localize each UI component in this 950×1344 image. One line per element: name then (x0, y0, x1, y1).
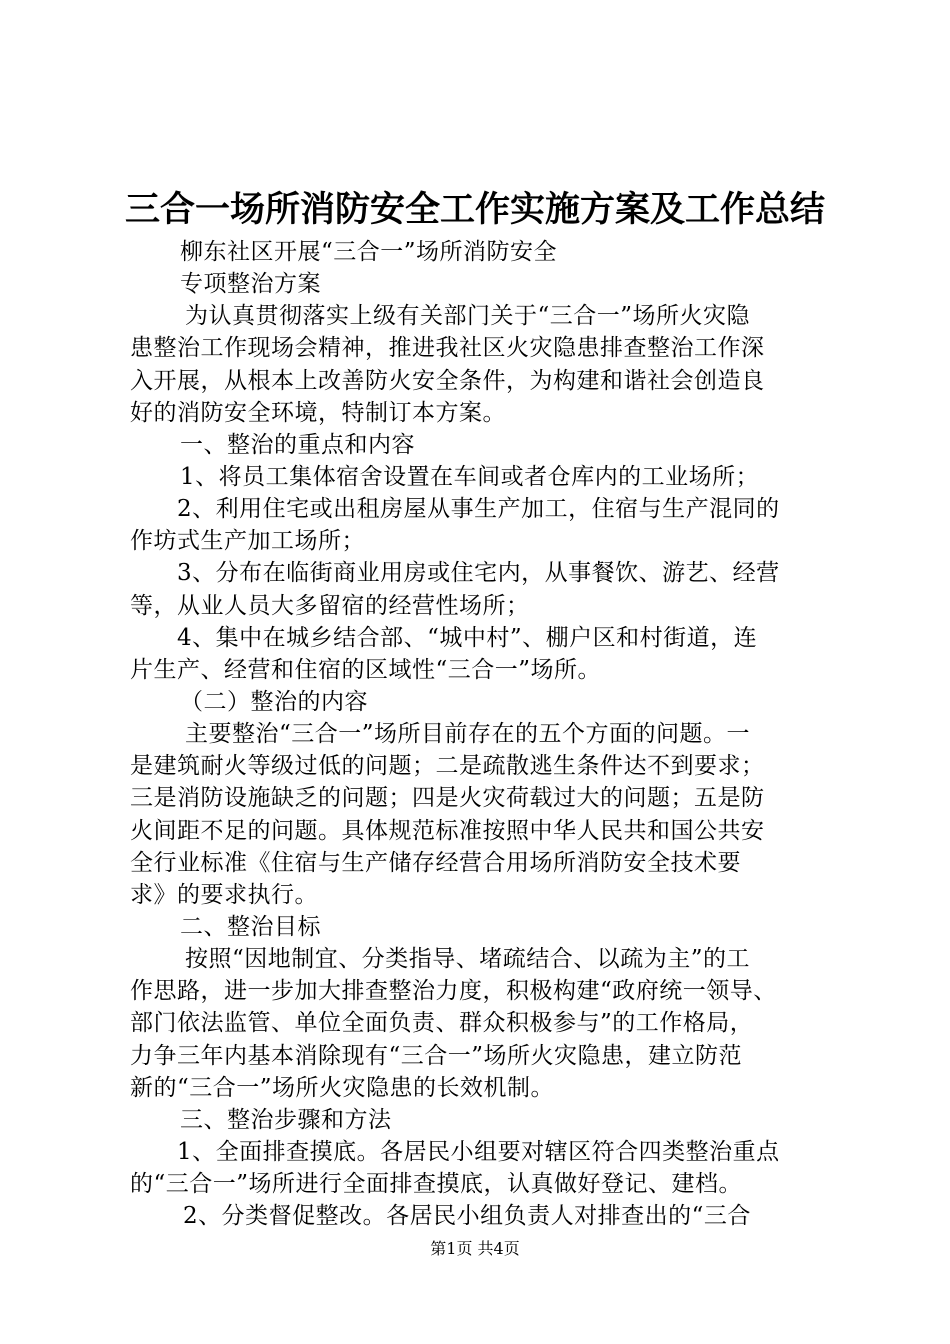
body-line: 火间距不足的问题。具体规范标准按照中华人民共和国公共安 (130, 817, 765, 844)
document-body (130, 236, 835, 1232)
body-line: 等，从业人员大多留宿的经营性场所； (130, 592, 530, 619)
body-line: 1、将员工集体宿舍设置在车间或者仓库内的工业场所； (180, 463, 760, 490)
page-number-footer: 第1页 共4页 (430, 1239, 520, 1258)
body-line: 主要整治“三合一”场所目前存在的五个方面的问题。一 (185, 721, 751, 748)
body-line: 患整治工作现场会精神，推进我社区火灾隐患排查整治工作深 (130, 335, 765, 362)
body-line: 部门依法监管、单位全面负责、群众积极参与”的工作格局， (130, 1010, 754, 1037)
body-line: 新的“三合一”场所火灾隐患的长效机制。 (130, 1074, 555, 1101)
document-title: 三合一场所消防安全工作实施方案及工作总结 (124, 189, 825, 230)
body-line: 片生产、经营和住宿的区域性“三合一”场所。 (130, 656, 602, 683)
body-line: 的“三合一”场所进行全面排查摸底，认真做好登记、建档。 (130, 1171, 743, 1198)
body-line: 好的消防安全环境，特制订本方案。 (130, 399, 506, 426)
body-line: 4、集中在城乡结合部、“城中村”、棚户区和村街道，连 (177, 624, 758, 651)
body-line: 按照“因地制宜、分类指导、堵疏结合、以疏为主”的工 (185, 946, 751, 973)
body-line: 三是消防设施缺乏的问题；四是火灾荷载过大的问题；五是防 (130, 785, 765, 812)
body-line: 力争三年内基本消除现有“三合一”场所火灾隐患，建立防范 (130, 1042, 743, 1069)
body-line: 作坊式生产加工场所； (130, 528, 365, 555)
body-line: 入开展，从根本上改善防火安全条件，为构建和谐社会创造良 (130, 367, 765, 394)
body-line: 一、整治的重点和内容 (180, 431, 415, 458)
body-line: 二、整治目标 (180, 913, 321, 940)
body-line: 作思路，进一步加大排查整治力度，积极构建“政府统一领导、 (130, 978, 777, 1005)
body-line: 是建筑耐火等级过低的问题；二是疏散逃生条件达不到要求； (130, 753, 765, 780)
body-line: 全行业标准《住宿与生产储存经营合用场所消防安全技术要 (130, 849, 741, 876)
body-line: 三、整治步骤和方法 (180, 1106, 392, 1133)
body-line: 柳东社区开展“三合一”场所消防安全 (180, 239, 558, 265)
body-line: 为认真贯彻落实上级有关部门关于“三合一”场所火灾隐 (185, 303, 751, 330)
body-line: 1、全面排查摸底。各居民小组要对辖区符合四类整治重点 (177, 1138, 780, 1165)
body-line: 2、分类督促整改。各居民小组负责人对排查出的“三合 (183, 1203, 751, 1230)
body-line: 专项整治方案 (180, 271, 321, 298)
body-line: 求》的要求执行。 (130, 881, 318, 908)
body-line: （二）整治的内容 (180, 688, 368, 715)
body-line: 3、分布在临街商业用房或住宅内，从事餐饮、游艺、经营 (177, 560, 780, 587)
body-line: 2、利用住宅或出租房屋从事生产加工，住宿与生产混同的 (177, 496, 780, 523)
